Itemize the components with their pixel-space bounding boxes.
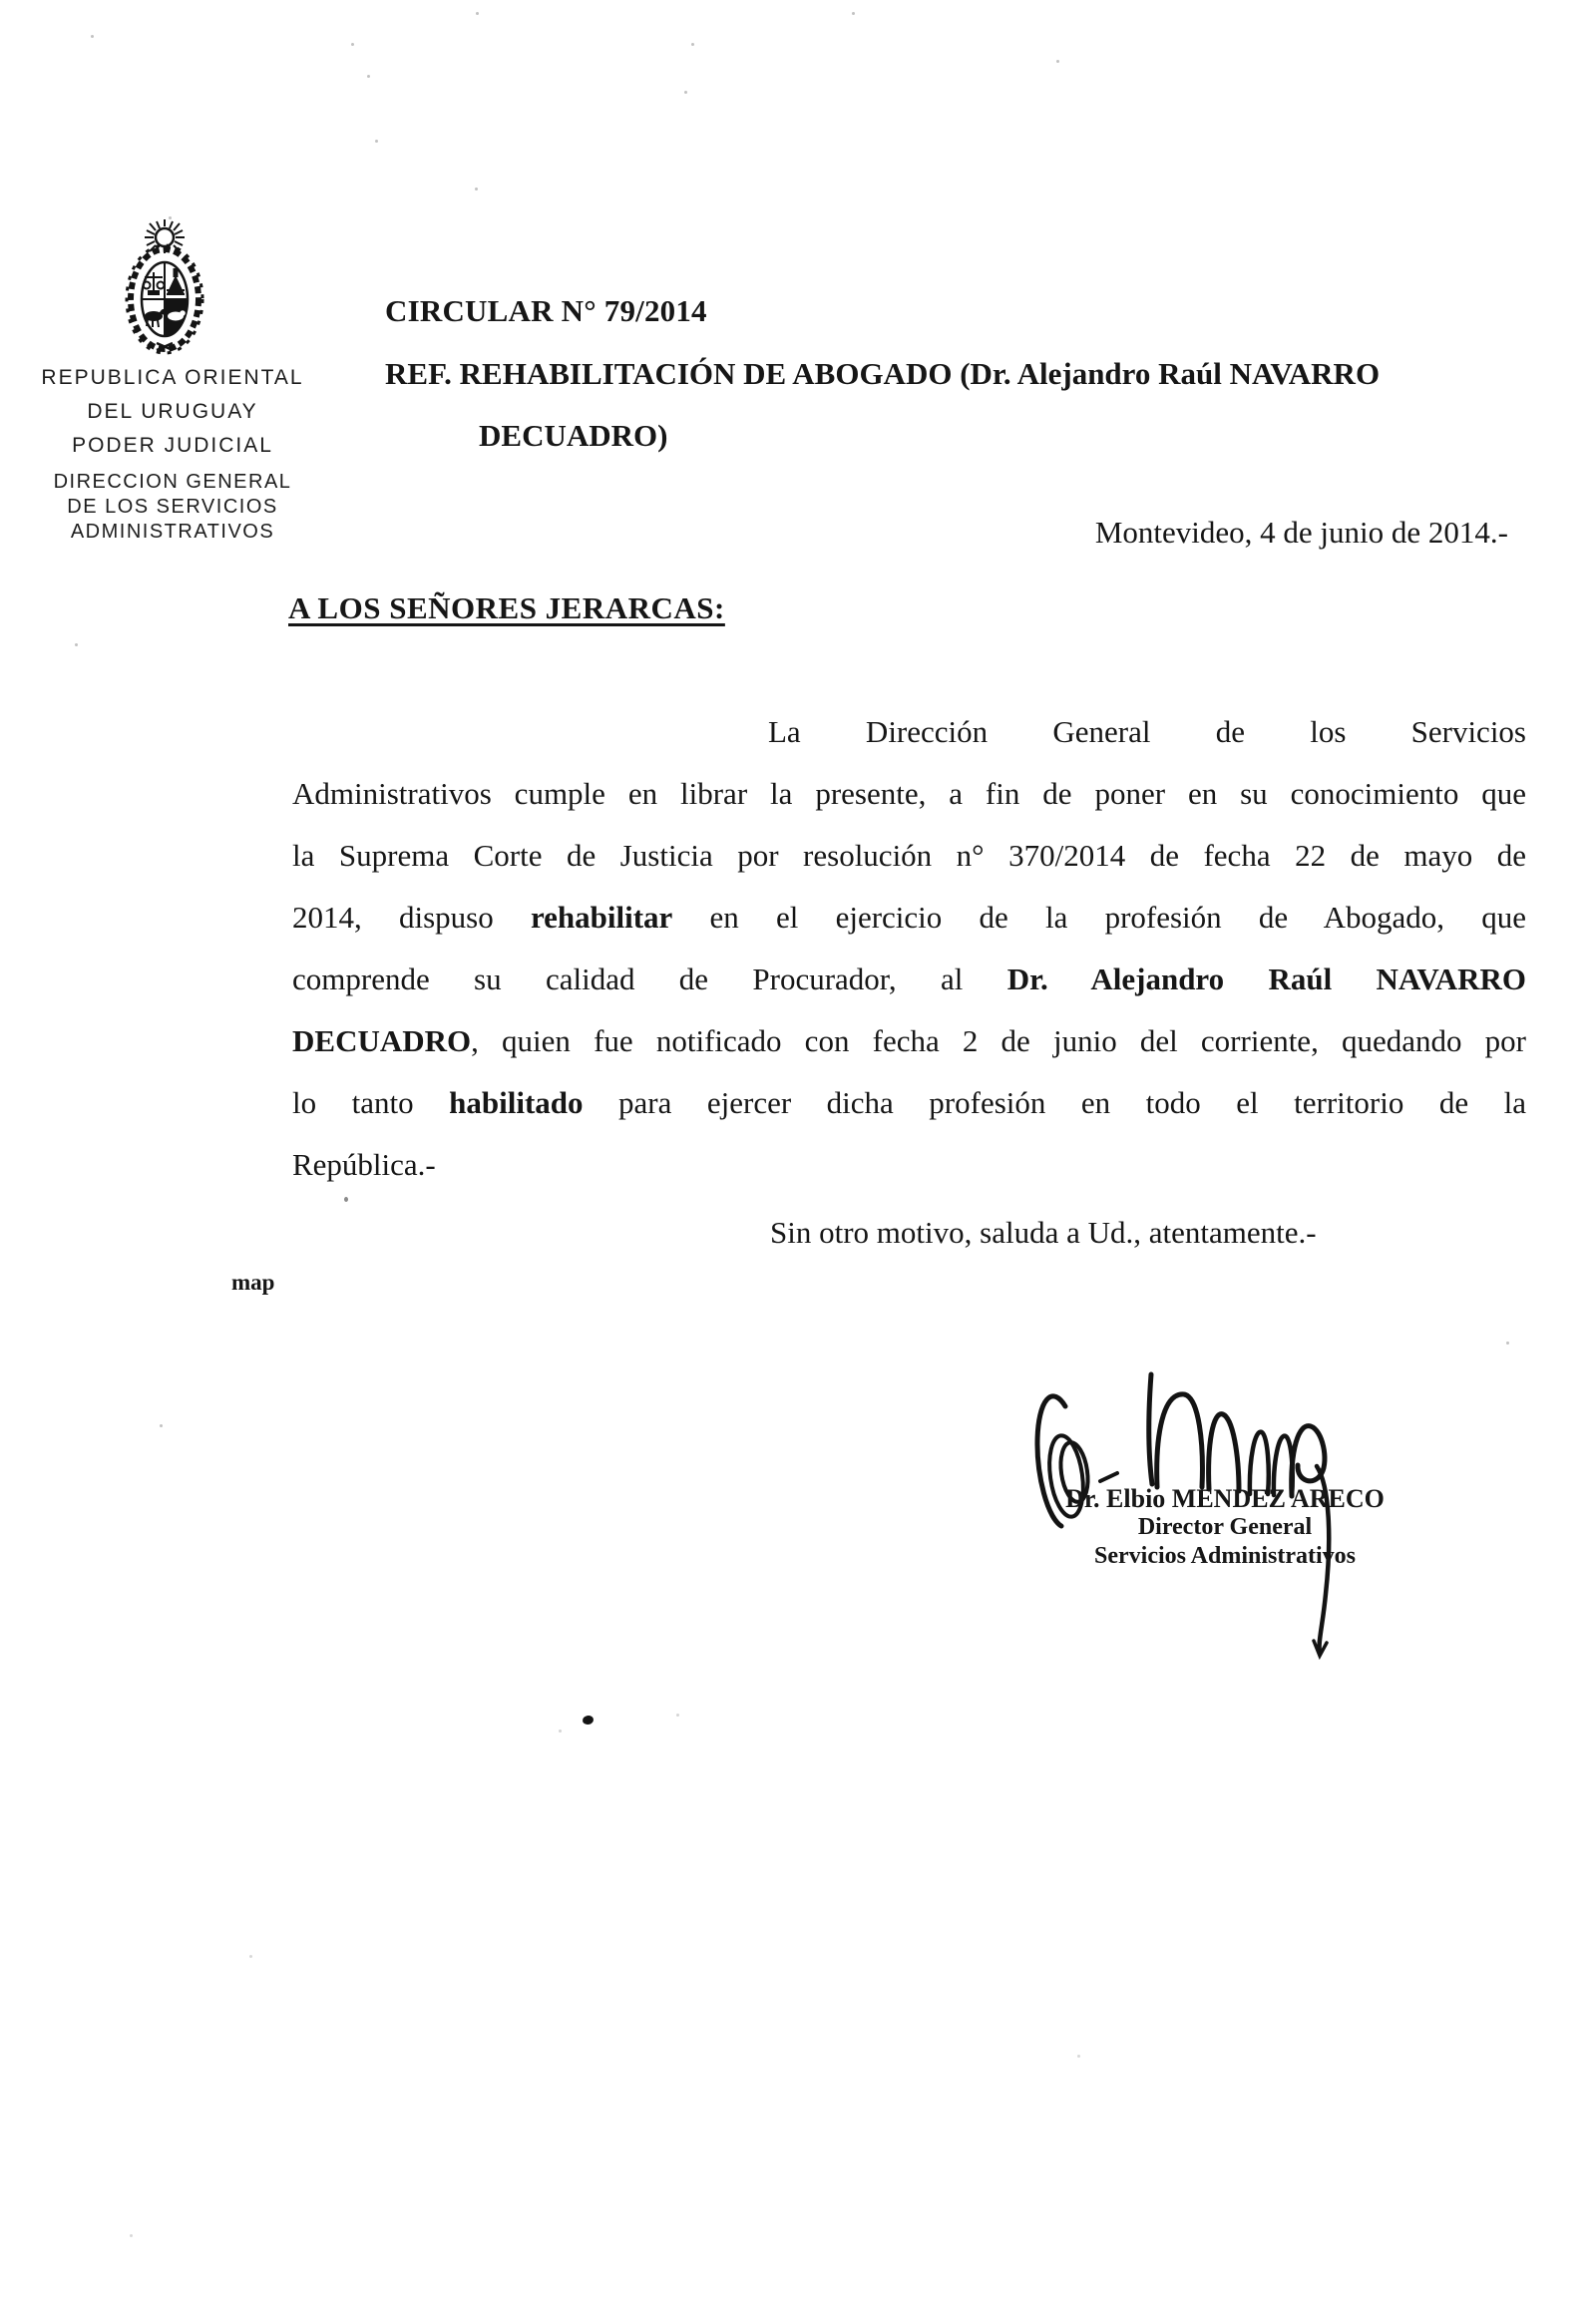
body-line bbox=[292, 1072, 1526, 1134]
body-text-segment: La Dirección General de los Servicios bbox=[768, 714, 1526, 749]
signatory-office: Servicios Administrativos bbox=[1094, 1543, 1356, 1569]
body-text-segment: 2014, dispuso bbox=[292, 900, 531, 935]
scan-speck bbox=[351, 43, 354, 46]
letterhead-org bbox=[28, 361, 317, 463]
scan-speck bbox=[130, 2234, 133, 2237]
reference-line-1: REF. REHABILITACIÓN DE ABOGADO (Dr. Alejandro Raúl NAVARRO bbox=[385, 356, 1381, 391]
scan-speck bbox=[691, 43, 694, 46]
scan-speck bbox=[367, 75, 370, 78]
body-line bbox=[292, 701, 1526, 763]
letterhead-line: ADMINISTRATIVOS bbox=[70, 521, 275, 543]
scan-speck bbox=[375, 140, 378, 143]
body-text-segment-bold: rehabilitar bbox=[530, 900, 673, 935]
body-line bbox=[292, 763, 1526, 825]
reference-line-2: DECUADRO) bbox=[479, 418, 668, 453]
letterhead-line: REPUBLICA ORIENTAL bbox=[41, 366, 304, 389]
dateline: Montevideo, 4 de junio de 2014.- bbox=[1094, 515, 1508, 550]
body-paragraph bbox=[292, 701, 1526, 1196]
scan-speck bbox=[75, 643, 78, 646]
scan-speck bbox=[676, 1714, 679, 1717]
salutation: A LOS SEÑORES JERARCAS: bbox=[288, 590, 725, 625]
scan-speck bbox=[160, 1424, 163, 1427]
scan-speck bbox=[249, 1955, 252, 1958]
body-text-segment-bold: DECUADRO bbox=[292, 1023, 472, 1058]
scan-speck bbox=[169, 216, 172, 219]
letterhead-line: DE LOS SERVICIOS bbox=[67, 496, 278, 518]
scan-speck bbox=[1056, 60, 1059, 63]
letterhead-line: PODER JUDICIAL bbox=[72, 434, 273, 457]
signature-block bbox=[1010, 1484, 1439, 1571]
scan-speck bbox=[852, 12, 855, 15]
letterhead-line: DEL URUGUAY bbox=[87, 400, 258, 423]
scan-speck bbox=[1077, 2055, 1080, 2058]
letterhead-line: DIRECCION GENERAL bbox=[53, 471, 292, 493]
body-line bbox=[292, 1134, 1526, 1196]
body-text-segment-bold: Dr. Alejandro Raúl NAVARRO bbox=[1006, 962, 1526, 996]
body-line bbox=[292, 1010, 1526, 1072]
scan-speck bbox=[91, 35, 94, 38]
body-text-segment: República.- bbox=[292, 1147, 436, 1182]
body-line bbox=[292, 887, 1526, 949]
body-line bbox=[292, 949, 1526, 1010]
body-text-segment: la Suprema Corte de Justicia por resolución n° 370/2014 de fecha 22 de mayo de bbox=[292, 838, 1526, 873]
scan-speck bbox=[559, 1730, 562, 1733]
circular-number: CIRCULAR N° 79/2014 bbox=[385, 293, 707, 328]
body-text-segment: lo tanto bbox=[292, 1085, 450, 1120]
scan-speck bbox=[344, 1197, 348, 1202]
body-text-segment-bold: habilitado bbox=[449, 1085, 584, 1120]
scan-speck bbox=[684, 91, 687, 94]
closing-line: Sin otro motivo, saluda a Ud., atentamente.- bbox=[770, 1215, 1317, 1250]
scan-speck bbox=[1506, 1342, 1509, 1345]
scan-speck bbox=[475, 188, 478, 191]
body-text-segment: en el ejercicio de la profesión de Abogado, que bbox=[672, 900, 1527, 935]
body-text-segment: Administrativos cumple en librar la presente, a fin de poner en su conocimiento que bbox=[292, 776, 1526, 811]
typist-initials: map bbox=[231, 1270, 275, 1295]
scan-speck bbox=[476, 12, 479, 15]
signatory-name: Dr. Elbio MENDEZ ARECO bbox=[1065, 1484, 1385, 1513]
ink-dot-artifact bbox=[582, 1715, 594, 1726]
signatory-title: Director General bbox=[1137, 1514, 1313, 1540]
body-text-segment: comprende su calidad de Procurador, al bbox=[292, 962, 1007, 996]
body-text-segment: , quien fue notificado con fecha 2 de junio del corriente, quedando por bbox=[471, 1023, 1526, 1058]
body-line bbox=[292, 825, 1526, 887]
body-text-segment: para ejercer dicha profesión en todo el territorio de la bbox=[583, 1085, 1526, 1120]
letterhead-dept bbox=[28, 470, 317, 545]
uruguay-coat-of-arms-icon bbox=[114, 217, 215, 357]
